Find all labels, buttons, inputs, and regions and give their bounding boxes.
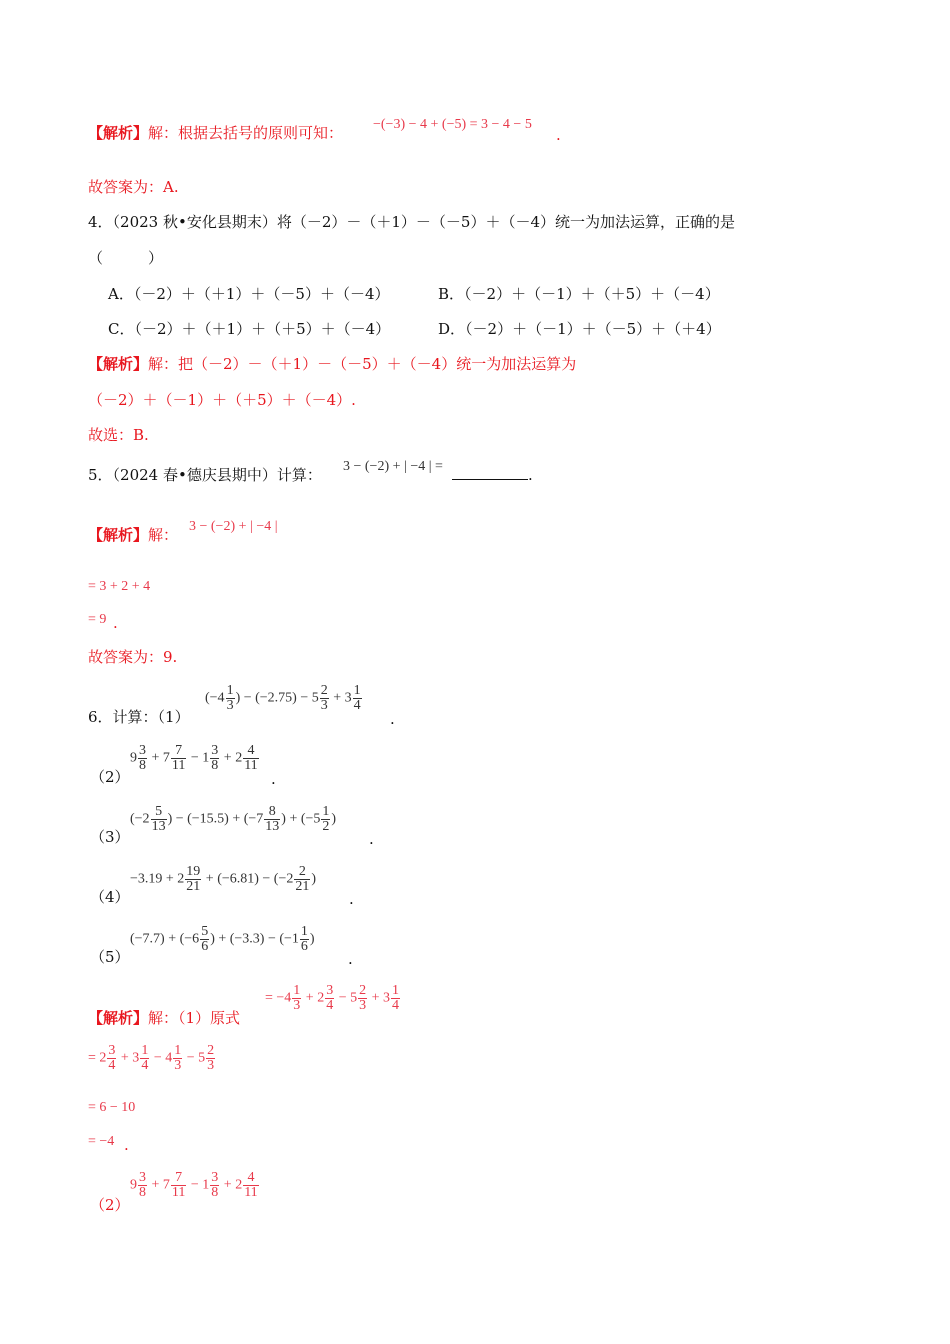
- denominator: 8: [211, 1185, 219, 1200]
- analysis-tag: 【解析】: [88, 526, 149, 544]
- fraction: [138, 1171, 147, 1200]
- numerator: 3: [211, 1170, 219, 1185]
- answer-parentheses: （ ）: [88, 249, 164, 267]
- numerator: 1: [322, 804, 330, 819]
- math-text: + 2: [302, 990, 325, 1006]
- fraction: [391, 984, 400, 1013]
- period: .: [369, 830, 374, 848]
- math-text: + 3: [329, 690, 352, 706]
- fraction: [321, 805, 330, 834]
- math-text: = 9: [88, 612, 107, 627]
- denominator: 3: [359, 998, 367, 1013]
- numerator: 3: [139, 743, 146, 758]
- denominator: 6: [300, 939, 308, 954]
- math-text: = −4: [265, 990, 292, 1006]
- denominator: 11: [244, 758, 258, 773]
- numerator: 3: [211, 743, 219, 758]
- math-expression: [130, 805, 336, 834]
- question-6-stem: 6．计算：（1）: [88, 708, 190, 726]
- denominator: 11: [171, 758, 186, 773]
- denominator: 4: [326, 998, 334, 1013]
- denominator: 3: [226, 698, 234, 713]
- fraction: [173, 1044, 182, 1073]
- numerator: 4: [243, 744, 258, 759]
- period: .: [349, 890, 354, 908]
- math-text: + 3: [368, 990, 391, 1006]
- numerator: 5: [201, 924, 209, 939]
- math-text: (−7.7) + (−6: [130, 931, 200, 947]
- part-label: （4）: [90, 888, 130, 906]
- analysis-line: [88, 123, 343, 143]
- math-text: − 1: [187, 1177, 210, 1193]
- analysis-line: [88, 525, 178, 545]
- numerator: 1: [353, 683, 361, 698]
- math-text: + 2: [220, 1177, 243, 1193]
- period: .: [528, 466, 533, 484]
- fraction: [325, 984, 334, 1013]
- math-text: 9: [130, 1177, 137, 1193]
- denominator: 3: [293, 998, 301, 1013]
- math-step: [88, 1044, 216, 1073]
- math-step: [88, 1134, 114, 1150]
- denominator: 6: [201, 939, 209, 954]
- fraction: [294, 865, 310, 894]
- math-text: (−4: [205, 690, 225, 706]
- math-text: = −4: [88, 1134, 115, 1149]
- math-expression: [130, 925, 315, 954]
- fraction: [210, 744, 219, 773]
- numerator: 2: [207, 1043, 215, 1058]
- fraction: [138, 744, 147, 773]
- numerator: 3: [108, 1043, 116, 1058]
- math-text: + 2: [220, 750, 243, 766]
- question-4-stem: 4．（2023 秋•安化县期末）将（－2）－（＋1）－（－5）＋（－4）统一为加法运算，正确的是: [88, 213, 736, 231]
- period: .: [271, 770, 276, 788]
- part-label: （2）: [90, 1196, 130, 1214]
- analysis-tag: 【解析】: [88, 1009, 149, 1027]
- math-text: 3 − (−2) + | −4 |: [189, 519, 278, 534]
- math-text: − 5: [335, 990, 358, 1006]
- option-c: C．（－2）＋（＋1）＋（＋5）＋（－4）: [108, 320, 391, 338]
- fraction: [358, 984, 367, 1013]
- denominator: 21: [186, 879, 201, 894]
- math-expression: [343, 459, 443, 475]
- option-a: A．（－2）＋（＋1）＋（－5）＋（－4）: [108, 285, 390, 303]
- period: .: [124, 1136, 129, 1154]
- numerator: 2: [294, 865, 310, 880]
- math-text: = 6 − 10: [88, 1100, 136, 1115]
- analysis-line-2: （－2）＋（－1）＋（＋5）＋（－4）.: [88, 391, 356, 409]
- numerator: 19: [186, 864, 201, 879]
- math-text: − 5: [183, 1050, 206, 1066]
- numerator: 1: [293, 983, 301, 998]
- analysis-line: [88, 1008, 240, 1028]
- fraction: [171, 744, 186, 773]
- denominator: 4: [353, 698, 361, 713]
- math-text: + (−6.81) − (−2: [202, 871, 294, 887]
- math-text: 9: [130, 750, 137, 766]
- numerator: 2: [359, 983, 367, 998]
- fraction: [210, 1171, 219, 1200]
- analysis-text: 解：: [148, 526, 179, 544]
- numerator: 1: [392, 983, 400, 998]
- numerator: 8: [264, 805, 280, 820]
- numerator: 1: [226, 683, 234, 698]
- blank-line: [452, 465, 528, 480]
- fraction: [353, 684, 362, 713]
- math-text: ) + (−5: [281, 811, 321, 827]
- analysis-tag: 【解析】: [88, 124, 149, 142]
- numerator: 5: [151, 805, 167, 820]
- math-text: (−2: [130, 811, 150, 827]
- analysis-tag: 【解析】: [88, 355, 149, 373]
- math-text: ) − (−15.5) + (−7: [167, 811, 264, 827]
- denominator: 13: [151, 819, 166, 834]
- numerator: 7: [171, 1171, 186, 1186]
- denominator: 3: [174, 1058, 182, 1073]
- fraction: [140, 1044, 149, 1073]
- denominator: 2: [322, 819, 330, 834]
- math-expression: [130, 744, 260, 773]
- fraction: [200, 925, 209, 954]
- answer-line: 故选：B.: [88, 426, 149, 444]
- fraction: [171, 1171, 186, 1200]
- question-5-stem: 5．（2024 春•德庆县期中）计算：: [88, 466, 322, 484]
- numerator: 1: [300, 924, 308, 939]
- fraction: [107, 1044, 116, 1073]
- math-expression: [373, 117, 532, 133]
- period: .: [113, 614, 118, 632]
- fraction: [320, 684, 329, 713]
- math-text: −(−3) − 4 + (−5) = 3 − 4 − 5: [373, 117, 532, 132]
- math-text: = 2: [88, 1050, 107, 1066]
- option-d: D．（－2）＋（－1）＋（－5）＋（＋4）: [438, 320, 721, 338]
- denominator: 3: [207, 1058, 215, 1073]
- math-text: + 7: [148, 1177, 170, 1193]
- math-text: − 1: [187, 750, 210, 766]
- part-label: （2）: [90, 768, 130, 786]
- fraction: [264, 805, 280, 834]
- denominator: 13: [265, 819, 280, 834]
- answer-line: 故答案为：9.: [88, 648, 178, 666]
- math-text: = 3 + 2 + 4: [88, 579, 151, 594]
- math-step: [88, 1100, 135, 1116]
- fraction: [226, 684, 235, 713]
- option-b: B．（－2）＋（－1）＋（＋5）＋（－4）: [438, 285, 720, 303]
- denominator: 8: [211, 758, 219, 773]
- analysis-text: 解：把（－2）－（＋1）－（－5）＋（－4）统一为加法运算为: [148, 355, 577, 373]
- math-expression: [130, 865, 316, 894]
- denominator: 4: [108, 1058, 116, 1073]
- math-text: − 4: [150, 1050, 173, 1066]
- numerator: 1: [141, 1043, 149, 1058]
- math-text: ): [331, 811, 337, 827]
- math-text: ) + (−3.3) − (−1: [210, 931, 299, 947]
- numerator: 4: [243, 1171, 258, 1186]
- fraction: [185, 865, 201, 894]
- math-step: [88, 579, 150, 595]
- denominator: 4: [141, 1058, 149, 1073]
- fraction: [292, 984, 301, 1013]
- fraction: [151, 805, 167, 834]
- fraction: [243, 1171, 258, 1200]
- math-text: + 3: [117, 1050, 140, 1066]
- numerator: 3: [139, 1170, 146, 1185]
- math-step: [130, 1171, 260, 1200]
- fraction: [243, 744, 258, 773]
- analysis-text: 解：根据去括号的原则可知：: [148, 124, 344, 142]
- math-text: ): [311, 871, 317, 887]
- numerator: 3: [326, 983, 334, 998]
- denominator: 21: [295, 879, 310, 894]
- math-text: ) − (−2.75) − 5: [235, 690, 319, 706]
- fraction: [206, 1044, 215, 1073]
- math-step: [88, 612, 106, 628]
- denominator: 11: [171, 1185, 186, 1200]
- denominator: 3: [320, 698, 328, 713]
- math-expression: [189, 519, 278, 535]
- period: .: [390, 710, 395, 728]
- math-step: [265, 984, 401, 1013]
- denominator: 8: [139, 758, 146, 773]
- period: .: [556, 126, 561, 144]
- denominator: 4: [392, 998, 400, 1013]
- denominator: 11: [244, 1185, 258, 1200]
- fraction: [300, 925, 309, 954]
- answer-blank: [452, 465, 533, 485]
- analysis-text: 解：（1）原式: [148, 1009, 241, 1027]
- math-expression: [205, 684, 363, 713]
- analysis-line: [88, 354, 576, 374]
- math-text: ): [309, 931, 315, 947]
- math-text: + 7: [148, 750, 170, 766]
- math-text: −3.19 + 2: [130, 871, 185, 887]
- answer-line: 故答案为：A.: [88, 178, 179, 196]
- numerator: 1: [174, 1043, 182, 1058]
- denominator: 8: [139, 1185, 146, 1200]
- numerator: 2: [320, 683, 328, 698]
- part-label: （5）: [90, 948, 130, 966]
- math-text: 3 − (−2) + | −4 | =: [343, 459, 443, 474]
- numerator: 7: [171, 744, 186, 759]
- part-label: （3）: [90, 828, 130, 846]
- period: .: [348, 950, 353, 968]
